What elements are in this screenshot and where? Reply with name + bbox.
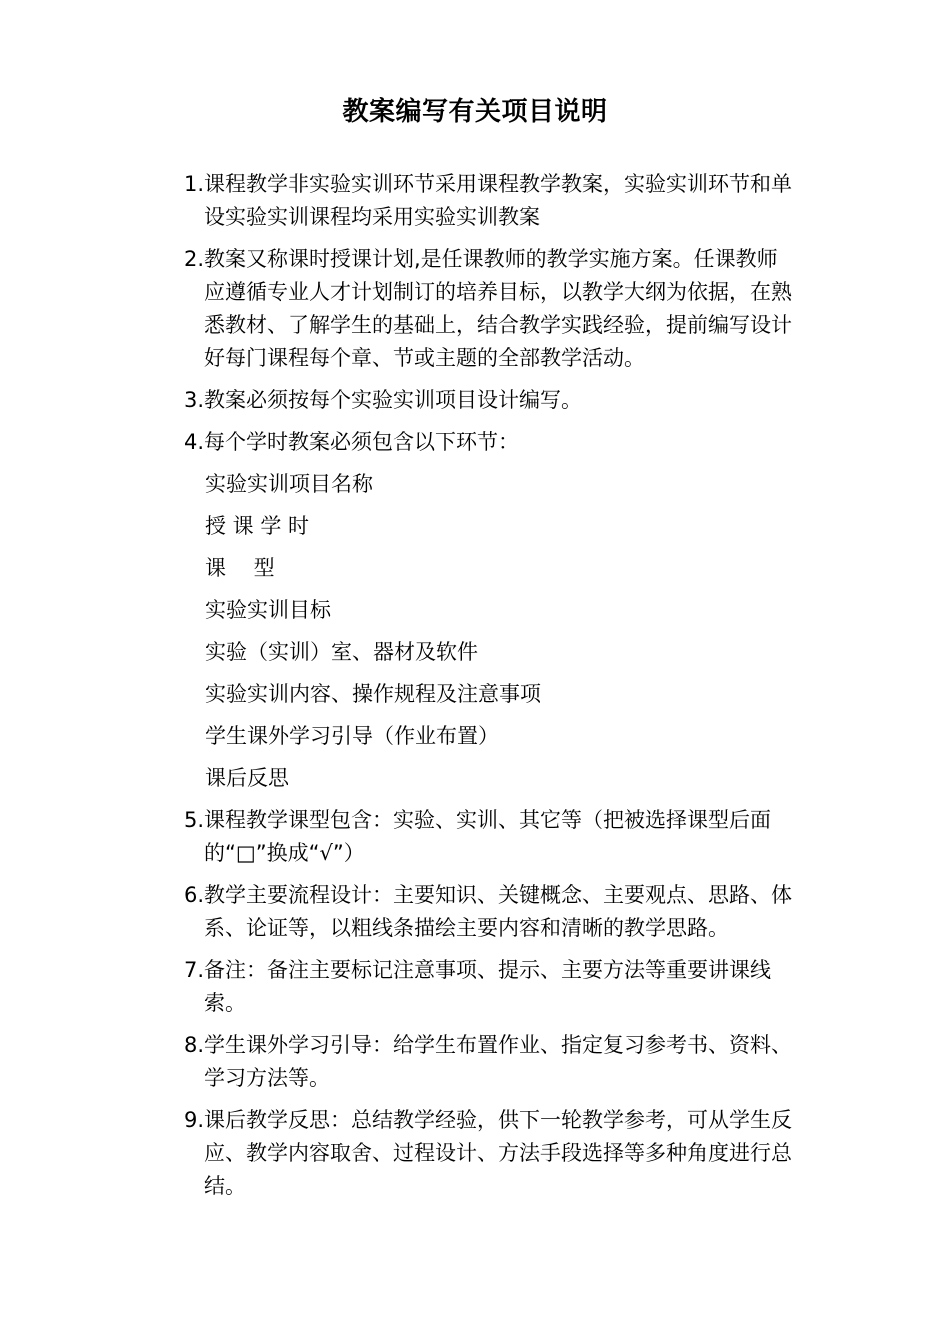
item-text: 教案又称课时授课计划,是任课教师的教学实施方案。任课教师应遵循专业人才计划制订的培养目标，以教学大纲为依据，在熟悉教材、了解学生的基础上，结合教学实践经验，提前编写设计好每门课程每个章、节或主题的全部教学活动。 (204, 247, 792, 370)
list-item-2 (184, 243, 794, 375)
sub-item-objectives: 实验实训目标 (205, 598, 331, 622)
item-number: 8. (184, 1033, 205, 1057)
item-number: 4. (184, 430, 205, 454)
item-text: 备注：备注主要标记注意事项、提示、主要方法等重要讲课线索。 (204, 958, 771, 1015)
item-number: 9. (184, 1108, 205, 1132)
item-text: 课程教学非实验实训环节采用课程教学教案，实验实训环节和单设实验实训课程均采用实验实训教案 (204, 172, 792, 229)
item-number: 2. (184, 247, 205, 271)
item-text: 学生课外学习引导：给学生布置作业、指定复习参考书、资料、学习方法等。 (204, 1033, 792, 1090)
list-item-1 (184, 168, 794, 234)
item-number: 1. (184, 172, 205, 196)
sub-item-class-type: 课 型 (205, 556, 275, 580)
page-title: 教案编写有关项目说明 (342, 97, 608, 127)
item-number: 3. (184, 388, 205, 412)
item-number: 5. (184, 808, 205, 832)
list-item-6 (184, 879, 794, 945)
sub-item-lab-equipment: 实验（实训）室、器材及软件 (205, 640, 478, 664)
list-item-5 (184, 804, 794, 870)
item-number: 7. (184, 958, 205, 982)
sub-item-reflection: 课后反思 (205, 766, 289, 790)
sub-item-homework: 学生课外学习引导（作业布置） (205, 724, 499, 748)
list-item-7 (184, 954, 794, 1020)
item-text: 课程教学课型包含：实验、实训、其它等（把被选择课型后面的“□”换成“√”） (204, 808, 771, 865)
item-text: 课后教学反思：总结教学经验，供下一轮教学参考，可从学生反应、教学内容取舍、过程设计、方法手段选择等多种角度进行总结。 (204, 1108, 792, 1198)
list-item-4 (184, 426, 794, 459)
item-text: 每个学时教案必须包含以下环节： (204, 430, 519, 454)
sub-item-project-name: 实验实训项目名称 (205, 472, 373, 496)
item-text: 教案必须按每个实验实训项目设计编写。 (204, 388, 582, 412)
item-list (184, 168, 794, 1212)
list-item-3 (184, 384, 794, 417)
item-text: 教学主要流程设计：主要知识、关键概念、主要观点、思路、体系、论证等，以粗线条描绘主要内容和清晰的教学思路。 (204, 883, 792, 940)
sub-item-content-procedures: 实验实训内容、操作规程及注意事项 (205, 682, 541, 706)
item-number: 6. (184, 883, 205, 907)
list-item-8 (184, 1029, 794, 1095)
list-item-9 (184, 1104, 794, 1203)
sub-item-class-hours: 授 课 学 时 (205, 514, 310, 538)
